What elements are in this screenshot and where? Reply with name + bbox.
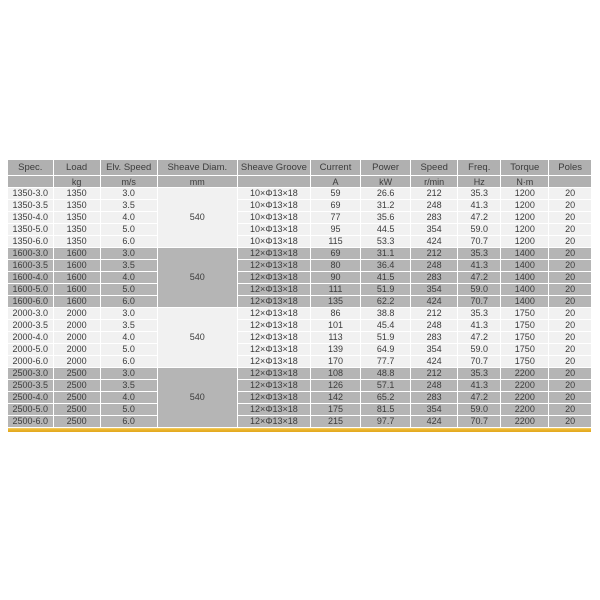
table-header bbox=[8, 160, 591, 188]
cell-torque: 1750 bbox=[501, 308, 549, 320]
col-unit-elv-speed: m/s bbox=[100, 176, 157, 188]
cell-speed: 424 bbox=[411, 416, 458, 428]
cell-power: 64.9 bbox=[361, 344, 411, 356]
cell-spec: 2500-3.0 bbox=[8, 368, 53, 380]
cell-freq: 41.3 bbox=[458, 200, 501, 212]
header-unit-row bbox=[8, 176, 591, 188]
col-header-current: Current bbox=[310, 160, 360, 176]
cell-speed: 283 bbox=[411, 392, 458, 404]
col-header-load: Load bbox=[53, 160, 100, 176]
cell-sheave-groove: 12×Φ13×18 bbox=[237, 368, 310, 380]
cell-elv-speed: 3.5 bbox=[100, 380, 157, 392]
table-row bbox=[8, 356, 591, 368]
cell-load: 2500 bbox=[53, 416, 100, 428]
cell-load: 1600 bbox=[53, 296, 100, 308]
cell-sheave-groove: 12×Φ13×18 bbox=[237, 248, 310, 260]
cell-sheave-groove: 10×Φ13×18 bbox=[237, 224, 310, 236]
cell-elv-speed: 5.0 bbox=[100, 284, 157, 296]
cell-current: 80 bbox=[310, 260, 360, 272]
cell-torque: 1750 bbox=[501, 332, 549, 344]
cell-load: 2500 bbox=[53, 404, 100, 416]
cell-torque: 2200 bbox=[501, 416, 549, 428]
table-row bbox=[8, 248, 591, 260]
cell-current: 95 bbox=[310, 224, 360, 236]
cell-poles: 20 bbox=[549, 296, 591, 308]
cell-load: 1600 bbox=[53, 284, 100, 296]
cell-freq: 35.3 bbox=[458, 368, 501, 380]
cell-current: 77 bbox=[310, 212, 360, 224]
cell-freq: 70.7 bbox=[458, 416, 501, 428]
cell-current: 108 bbox=[310, 368, 360, 380]
cell-freq: 47.2 bbox=[458, 272, 501, 284]
table-row bbox=[8, 260, 591, 272]
col-header-speed: Speed bbox=[411, 160, 458, 176]
cell-spec: 2000-3.0 bbox=[8, 308, 53, 320]
cell-sheave-groove: 12×Φ13×18 bbox=[237, 356, 310, 368]
cell-power: 48.8 bbox=[361, 368, 411, 380]
cell-poles: 20 bbox=[549, 320, 591, 332]
cell-spec: 2500-3.5 bbox=[8, 380, 53, 392]
table-row bbox=[8, 200, 591, 212]
cell-speed: 354 bbox=[411, 284, 458, 296]
cell-load: 2000 bbox=[53, 344, 100, 356]
cell-sheave-groove: 10×Φ13×18 bbox=[237, 200, 310, 212]
cell-freq: 70.7 bbox=[458, 296, 501, 308]
cell-poles: 20 bbox=[549, 260, 591, 272]
cell-speed: 248 bbox=[411, 200, 458, 212]
cell-sheave-diam-merged: 540 bbox=[157, 308, 237, 368]
cell-load: 1600 bbox=[53, 248, 100, 260]
cell-freq: 41.3 bbox=[458, 260, 501, 272]
cell-current: 113 bbox=[310, 332, 360, 344]
cell-power: 26.6 bbox=[361, 188, 411, 200]
cell-sheave-groove: 12×Φ13×18 bbox=[237, 284, 310, 296]
cell-current: 69 bbox=[310, 248, 360, 260]
cell-power: 97.7 bbox=[361, 416, 411, 428]
cell-torque: 2200 bbox=[501, 404, 549, 416]
col-header-power: Power bbox=[361, 160, 411, 176]
cell-sheave-groove: 10×Φ13×18 bbox=[237, 188, 310, 200]
cell-current: 101 bbox=[310, 320, 360, 332]
cell-sheave-groove: 12×Φ13×18 bbox=[237, 392, 310, 404]
cell-elv-speed: 6.0 bbox=[100, 356, 157, 368]
cell-spec: 1600-6.0 bbox=[8, 296, 53, 308]
cell-elv-speed: 4.0 bbox=[100, 212, 157, 224]
cell-poles: 20 bbox=[549, 332, 591, 344]
cell-poles: 20 bbox=[549, 308, 591, 320]
table-row bbox=[8, 320, 591, 332]
cell-spec: 1600-5.0 bbox=[8, 284, 53, 296]
cell-power: 51.9 bbox=[361, 284, 411, 296]
cell-load: 2000 bbox=[53, 332, 100, 344]
cell-speed: 248 bbox=[411, 260, 458, 272]
cell-spec: 2000-6.0 bbox=[8, 356, 53, 368]
cell-spec: 1350-3.0 bbox=[8, 188, 53, 200]
cell-load: 1600 bbox=[53, 272, 100, 284]
col-header-elv-speed: Elv. Speed bbox=[100, 160, 157, 176]
cell-spec: 1600-4.0 bbox=[8, 272, 53, 284]
cell-speed: 354 bbox=[411, 224, 458, 236]
cell-elv-speed: 4.0 bbox=[100, 392, 157, 404]
cell-load: 1350 bbox=[53, 212, 100, 224]
cell-load: 1350 bbox=[53, 200, 100, 212]
cell-torque: 1400 bbox=[501, 284, 549, 296]
cell-speed: 212 bbox=[411, 188, 458, 200]
table-row bbox=[8, 416, 591, 428]
cell-power: 38.8 bbox=[361, 308, 411, 320]
cell-speed: 424 bbox=[411, 236, 458, 248]
cell-freq: 35.3 bbox=[458, 248, 501, 260]
cell-power: 45.4 bbox=[361, 320, 411, 332]
table-row bbox=[8, 188, 591, 200]
cell-load: 2500 bbox=[53, 392, 100, 404]
cell-speed: 354 bbox=[411, 404, 458, 416]
cell-poles: 20 bbox=[549, 248, 591, 260]
cell-poles: 20 bbox=[549, 344, 591, 356]
table-row bbox=[8, 368, 591, 380]
col-unit-freq: Hz bbox=[458, 176, 501, 188]
col-unit-speed: r/min bbox=[411, 176, 458, 188]
cell-sheave-groove: 12×Φ13×18 bbox=[237, 344, 310, 356]
cell-poles: 20 bbox=[549, 404, 591, 416]
cell-freq: 59.0 bbox=[458, 344, 501, 356]
cell-speed: 283 bbox=[411, 212, 458, 224]
cell-load: 1350 bbox=[53, 224, 100, 236]
cell-elv-speed: 3.5 bbox=[100, 320, 157, 332]
table-accent-underline bbox=[8, 428, 591, 432]
cell-sheave-groove: 12×Φ13×18 bbox=[237, 416, 310, 428]
cell-freq: 59.0 bbox=[458, 224, 501, 236]
col-unit-sheave-groove bbox=[237, 176, 310, 188]
cell-spec: 2500-5.0 bbox=[8, 404, 53, 416]
cell-speed: 424 bbox=[411, 296, 458, 308]
cell-torque: 1400 bbox=[501, 272, 549, 284]
col-header-sheave-diam: Sheave Diam. bbox=[157, 160, 237, 176]
cell-current: 59 bbox=[310, 188, 360, 200]
cell-sheave-groove: 10×Φ13×18 bbox=[237, 236, 310, 248]
cell-freq: 41.3 bbox=[458, 320, 501, 332]
cell-load: 2500 bbox=[53, 380, 100, 392]
cell-speed: 248 bbox=[411, 380, 458, 392]
cell-current: 69 bbox=[310, 200, 360, 212]
col-header-freq: Freq. bbox=[458, 160, 501, 176]
cell-current: 215 bbox=[310, 416, 360, 428]
cell-current: 115 bbox=[310, 236, 360, 248]
cell-freq: 59.0 bbox=[458, 404, 501, 416]
col-unit-spec bbox=[8, 176, 53, 188]
cell-torque: 1200 bbox=[501, 236, 549, 248]
cell-freq: 47.2 bbox=[458, 212, 501, 224]
cell-speed: 283 bbox=[411, 332, 458, 344]
cell-power: 36.4 bbox=[361, 260, 411, 272]
cell-sheave-groove: 12×Φ13×18 bbox=[237, 296, 310, 308]
cell-freq: 47.2 bbox=[458, 392, 501, 404]
spec-table bbox=[8, 160, 591, 428]
cell-torque: 1750 bbox=[501, 320, 549, 332]
cell-load: 1350 bbox=[53, 236, 100, 248]
cell-sheave-groove: 10×Φ13×18 bbox=[237, 212, 310, 224]
cell-speed: 424 bbox=[411, 356, 458, 368]
cell-spec: 1350-5.0 bbox=[8, 224, 53, 236]
cell-elv-speed: 5.0 bbox=[100, 224, 157, 236]
cell-power: 41.5 bbox=[361, 272, 411, 284]
cell-current: 126 bbox=[310, 380, 360, 392]
cell-poles: 20 bbox=[549, 284, 591, 296]
table-row bbox=[8, 296, 591, 308]
cell-torque: 1750 bbox=[501, 344, 549, 356]
cell-sheave-groove: 12×Φ13×18 bbox=[237, 260, 310, 272]
cell-spec: 1350-4.0 bbox=[8, 212, 53, 224]
table-row bbox=[8, 404, 591, 416]
cell-spec: 1600-3.5 bbox=[8, 260, 53, 272]
cell-elv-speed: 3.0 bbox=[100, 368, 157, 380]
cell-speed: 248 bbox=[411, 320, 458, 332]
cell-freq: 70.7 bbox=[458, 356, 501, 368]
col-header-poles: Poles bbox=[549, 160, 591, 176]
cell-poles: 20 bbox=[549, 368, 591, 380]
cell-speed: 283 bbox=[411, 272, 458, 284]
cell-sheave-groove: 12×Φ13×18 bbox=[237, 380, 310, 392]
table-row bbox=[8, 236, 591, 248]
cell-spec: 1350-6.0 bbox=[8, 236, 53, 248]
cell-poles: 20 bbox=[549, 392, 591, 404]
cell-poles: 20 bbox=[549, 224, 591, 236]
cell-load: 2000 bbox=[53, 308, 100, 320]
header-label-row bbox=[8, 160, 591, 176]
cell-load: 2500 bbox=[53, 368, 100, 380]
cell-torque: 1400 bbox=[501, 260, 549, 272]
cell-sheave-groove: 12×Φ13×18 bbox=[237, 320, 310, 332]
table-row bbox=[8, 284, 591, 296]
cell-freq: 59.0 bbox=[458, 284, 501, 296]
cell-poles: 20 bbox=[549, 200, 591, 212]
cell-freq: 41.3 bbox=[458, 380, 501, 392]
cell-power: 31.2 bbox=[361, 200, 411, 212]
cell-spec: 2000-3.5 bbox=[8, 320, 53, 332]
cell-power: 53.3 bbox=[361, 236, 411, 248]
cell-elv-speed: 3.0 bbox=[100, 308, 157, 320]
col-unit-current: A bbox=[310, 176, 360, 188]
cell-speed: 212 bbox=[411, 308, 458, 320]
table-row bbox=[8, 308, 591, 320]
cell-spec: 1600-3.0 bbox=[8, 248, 53, 260]
cell-power: 77.7 bbox=[361, 356, 411, 368]
cell-freq: 35.3 bbox=[458, 188, 501, 200]
cell-elv-speed: 5.0 bbox=[100, 344, 157, 356]
cell-power: 62.2 bbox=[361, 296, 411, 308]
cell-elv-speed: 6.0 bbox=[100, 236, 157, 248]
cell-elv-speed: 3.0 bbox=[100, 188, 157, 200]
cell-speed: 212 bbox=[411, 368, 458, 380]
col-unit-torque: N·m bbox=[501, 176, 549, 188]
cell-load: 2000 bbox=[53, 320, 100, 332]
cell-sheave-diam-merged: 540 bbox=[157, 248, 237, 308]
cell-poles: 20 bbox=[549, 236, 591, 248]
cell-torque: 1400 bbox=[501, 296, 549, 308]
col-header-spec: Spec. bbox=[8, 160, 53, 176]
cell-sheave-groove: 12×Φ13×18 bbox=[237, 332, 310, 344]
cell-power: 65.2 bbox=[361, 392, 411, 404]
col-unit-load: kg bbox=[53, 176, 100, 188]
cell-torque: 1400 bbox=[501, 248, 549, 260]
cell-power: 35.6 bbox=[361, 212, 411, 224]
col-unit-poles bbox=[549, 176, 591, 188]
cell-elv-speed: 4.0 bbox=[100, 332, 157, 344]
cell-elv-speed: 3.5 bbox=[100, 200, 157, 212]
cell-poles: 20 bbox=[549, 356, 591, 368]
cell-torque: 1200 bbox=[501, 200, 549, 212]
cell-spec: 2000-5.0 bbox=[8, 344, 53, 356]
cell-elv-speed: 6.0 bbox=[100, 416, 157, 428]
cell-power: 44.5 bbox=[361, 224, 411, 236]
cell-current: 135 bbox=[310, 296, 360, 308]
table-body bbox=[8, 188, 591, 428]
cell-load: 1600 bbox=[53, 260, 100, 272]
cell-current: 175 bbox=[310, 404, 360, 416]
cell-spec: 2000-4.0 bbox=[8, 332, 53, 344]
col-unit-sheave-diam: mm bbox=[157, 176, 237, 188]
cell-elv-speed: 3.0 bbox=[100, 248, 157, 260]
cell-torque: 1200 bbox=[501, 224, 549, 236]
table-row bbox=[8, 380, 591, 392]
table-row bbox=[8, 332, 591, 344]
col-header-sheave-groove: Sheave Groove bbox=[237, 160, 310, 176]
cell-speed: 212 bbox=[411, 248, 458, 260]
cell-poles: 20 bbox=[549, 188, 591, 200]
cell-load: 1350 bbox=[53, 188, 100, 200]
cell-current: 170 bbox=[310, 356, 360, 368]
cell-power: 51.9 bbox=[361, 332, 411, 344]
cell-poles: 20 bbox=[549, 272, 591, 284]
cell-spec: 2500-4.0 bbox=[8, 392, 53, 404]
cell-elv-speed: 3.5 bbox=[100, 260, 157, 272]
cell-torque: 1750 bbox=[501, 356, 549, 368]
cell-current: 90 bbox=[310, 272, 360, 284]
col-unit-power: kW bbox=[361, 176, 411, 188]
table-row bbox=[8, 392, 591, 404]
cell-sheave-groove: 12×Φ13×18 bbox=[237, 272, 310, 284]
cell-poles: 20 bbox=[549, 416, 591, 428]
cell-sheave-groove: 12×Φ13×18 bbox=[237, 308, 310, 320]
table-row bbox=[8, 272, 591, 284]
cell-torque: 1200 bbox=[501, 188, 549, 200]
cell-current: 139 bbox=[310, 344, 360, 356]
cell-current: 86 bbox=[310, 308, 360, 320]
table-row bbox=[8, 212, 591, 224]
cell-power: 31.1 bbox=[361, 248, 411, 260]
cell-load: 2000 bbox=[53, 356, 100, 368]
table-row bbox=[8, 344, 591, 356]
col-header-torque: Torque bbox=[501, 160, 549, 176]
cell-freq: 70.7 bbox=[458, 236, 501, 248]
cell-torque: 1200 bbox=[501, 212, 549, 224]
cell-sheave-diam-merged: 540 bbox=[157, 188, 237, 248]
cell-elv-speed: 5.0 bbox=[100, 404, 157, 416]
spec-table-wrap bbox=[8, 160, 591, 432]
cell-freq: 47.2 bbox=[458, 332, 501, 344]
cell-power: 81.5 bbox=[361, 404, 411, 416]
cell-spec: 2500-6.0 bbox=[8, 416, 53, 428]
cell-torque: 2200 bbox=[501, 380, 549, 392]
cell-torque: 2200 bbox=[501, 368, 549, 380]
cell-poles: 20 bbox=[549, 212, 591, 224]
cell-sheave-diam-merged: 540 bbox=[157, 368, 237, 428]
cell-speed: 354 bbox=[411, 344, 458, 356]
cell-power: 57.1 bbox=[361, 380, 411, 392]
cell-elv-speed: 4.0 bbox=[100, 272, 157, 284]
cell-torque: 2200 bbox=[501, 392, 549, 404]
cell-sheave-groove: 12×Φ13×18 bbox=[237, 404, 310, 416]
cell-current: 111 bbox=[310, 284, 360, 296]
table-row bbox=[8, 224, 591, 236]
cell-spec: 1350-3.5 bbox=[8, 200, 53, 212]
cell-current: 142 bbox=[310, 392, 360, 404]
cell-freq: 35.3 bbox=[458, 308, 501, 320]
cell-poles: 20 bbox=[549, 380, 591, 392]
cell-elv-speed: 6.0 bbox=[100, 296, 157, 308]
